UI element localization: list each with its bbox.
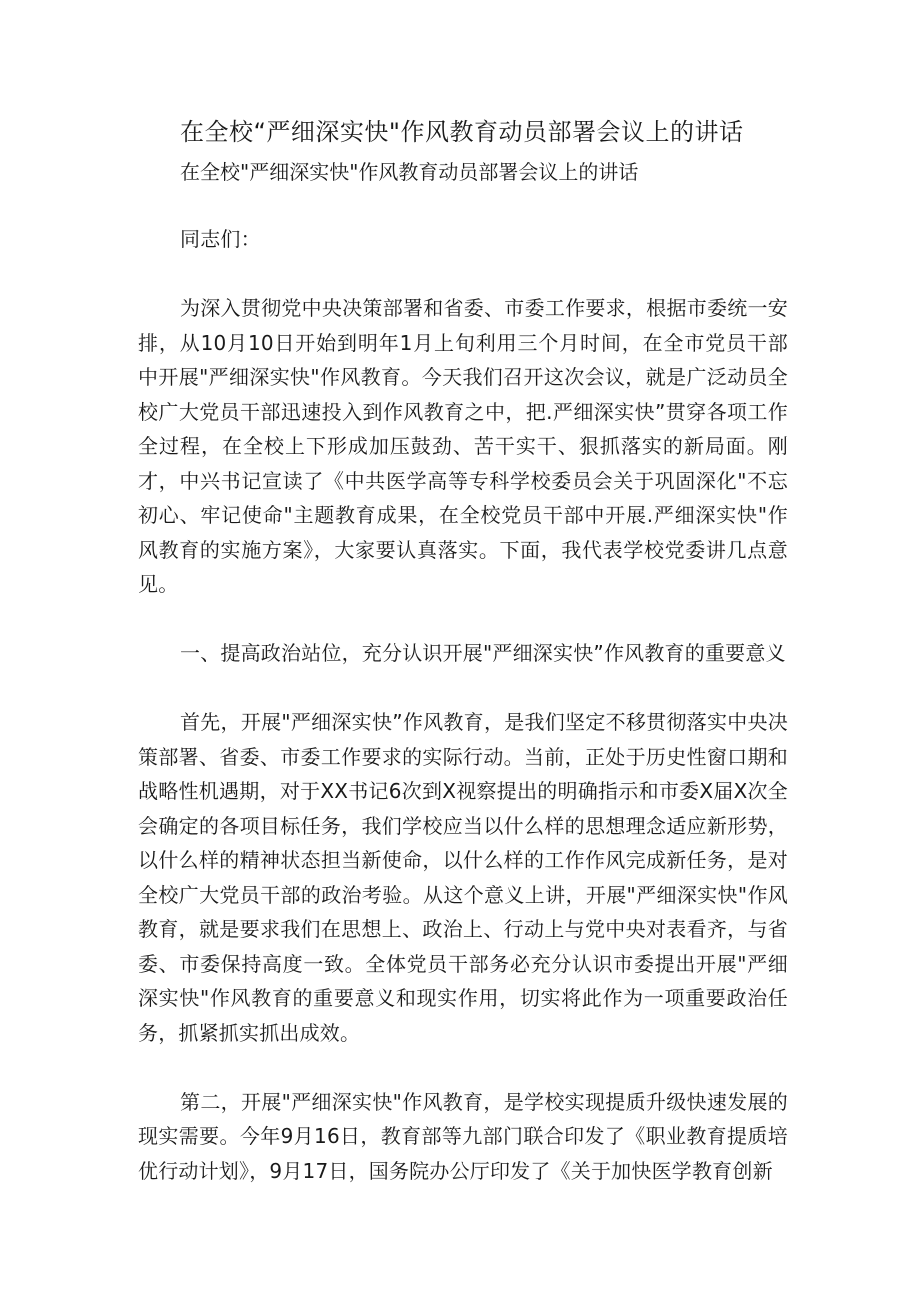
body-paragraph: 为深入贯彻党中央决策部署和省委、市委工作要求，根据市委统一安排，从10月10日开始到明年1月上旬利用三个月时间，在全市党员干部中开展"严细深实快"作风教育。今天我们召开这次会议，就是广泛动员全校广大党员干部迅速投入到作风教育之中，把.严细深实快”贯穿各项工作全过程，在全校上下形成加压鼓劲、苦干实干、狠抓落实的新局面。刚才，中兴书记宣读了《中共医学高等专科学校委员会关于巩固深化"不忘初心、牢记使命"主题教育成果，在全校党员干部中开展.严细深实快"作风教育的实施方案》，大家要认真落实。下面，我代表学校党委讲几点意见。 xyxy=(138,296,788,596)
salutation: 同志们： xyxy=(180,227,261,251)
document-subtitle: 在全校"严细深实快"作风教育动员部署会议上的讲话 xyxy=(180,160,639,184)
section-heading: 一、提高政治站位，充分认识开展"严细深实快”作风教育的重要意义 xyxy=(180,641,786,665)
document-title: 在全校“严细深实快"作风教育动员部署会议上的讲话 xyxy=(180,118,744,146)
body-paragraph: 第二，开展"严细深实快"作风教育，是学校实现提质升级快速发展的现实需要。今年9月16日，教育部等九部门联合印发了《职业教育提质培优行动计划》，9月17日，国务院办公厅印发了《关于加快医学教育创新 xyxy=(138,1089,788,1183)
body-paragraph: 首先，开展"严细深实快”作风教育，是我们坚定不移贯彻落实中央决策部署、省委、市委工作要求的实际行动。当前，正处于历史性窗口期和战略性机遇期，对于XX书记6次到X视察提出的明确指示和市委X届X次全会确定的各项目标任务，我们学校应当以什么样的思想理念适应新形势，以什么样的精神状态担当新使命，以什么样的工作作风完成新任务，是对全校广大党员干部的政治考验。从这个意义上讲，开展"严细深实快"作风教育，就是要求我们在思想上、政治上、行动上与党中央对表看齐，与省委、市委保持高度一致。全体党员干部务必充分认识市委提出开展"严细深实快"作风教育的重要意义和现实作用，切实将此作为一项重要政治任务，抓紧抓实抓出成效。 xyxy=(138,710,788,1045)
document-body xyxy=(138,222,788,1223)
